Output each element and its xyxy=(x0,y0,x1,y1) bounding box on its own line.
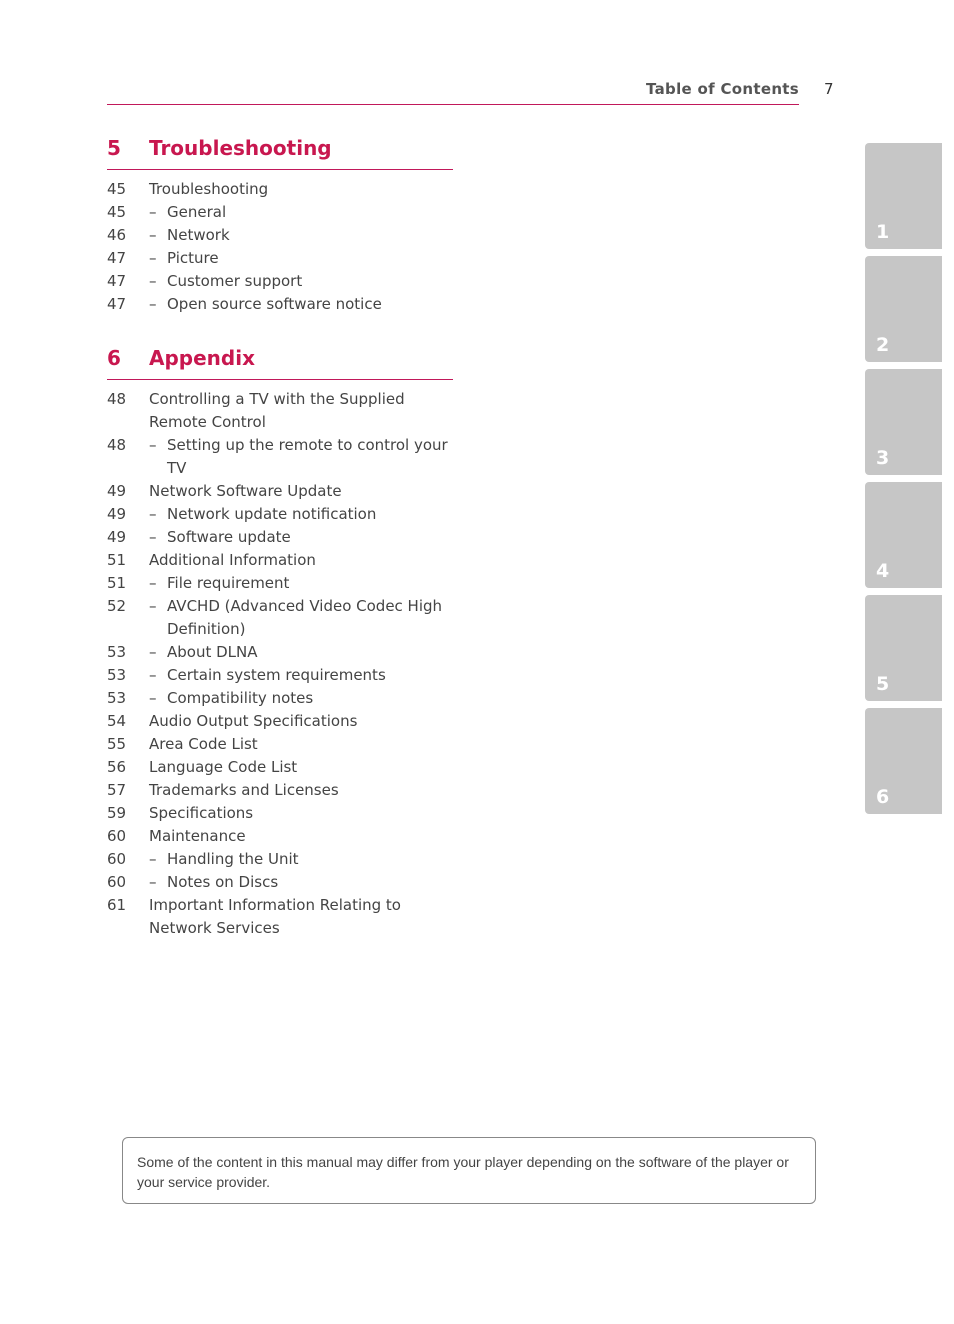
toc-entry-dash: – xyxy=(149,226,157,244)
chapter-tab-label: 4 xyxy=(876,560,890,582)
toc-entry-list xyxy=(107,388,453,940)
chapter-tab-6[interactable] xyxy=(865,708,942,814)
toc-entry[interactable] xyxy=(107,595,453,641)
toc-entry-text: Audio Output Specifications xyxy=(149,712,358,730)
toc-entry[interactable] xyxy=(107,388,453,434)
toc-entry-page: 48 xyxy=(107,436,127,454)
toc-entry-text: Network Software Update xyxy=(149,482,342,500)
toc-entry-text: Maintenance xyxy=(149,827,246,845)
toc-entry[interactable] xyxy=(107,572,453,595)
toc-entry-text: Network update notification xyxy=(167,505,377,523)
toc-entry[interactable] xyxy=(107,733,453,756)
toc-entry-page: 53 xyxy=(107,643,127,661)
toc-entry[interactable] xyxy=(107,825,453,848)
toc-entry-page: 48 xyxy=(107,390,127,408)
section-title: Troubleshooting xyxy=(149,136,332,160)
toc-entry-text: AVCHD (Advanced Video Codec High Definition) xyxy=(167,597,443,638)
toc-entry-page: 47 xyxy=(107,295,127,313)
toc-entry-text: Controlling a TV with the Supplied Remote Control xyxy=(149,390,405,431)
toc-entry[interactable] xyxy=(107,894,453,940)
toc-entry-page: 46 xyxy=(107,226,127,244)
chapter-tab-1[interactable] xyxy=(865,143,942,249)
section-heading xyxy=(107,346,453,380)
toc-entry-page: 60 xyxy=(107,850,127,868)
toc-entry-text: Additional Information xyxy=(149,551,316,569)
note-text: Some of the content in this manual may differ from your player depending on the software of the player or your service provider. xyxy=(137,1154,789,1190)
toc-entry[interactable] xyxy=(107,549,453,572)
toc-entry-text: Troubleshooting xyxy=(149,180,269,198)
toc-entry-page: 61 xyxy=(107,896,127,914)
toc-entry-page: 53 xyxy=(107,689,127,707)
toc-entry-dash: – xyxy=(149,689,157,707)
toc-entry-page: 59 xyxy=(107,804,127,822)
toc-entry-dash: – xyxy=(149,505,157,523)
toc-entry-dash: – xyxy=(149,528,157,546)
chapter-tab-2[interactable] xyxy=(865,256,942,362)
note-box xyxy=(122,1137,816,1204)
toc-entry[interactable] xyxy=(107,526,453,549)
toc-entry-text: Network xyxy=(167,226,230,244)
toc-entry[interactable] xyxy=(107,480,453,503)
toc-entry-page: 60 xyxy=(107,873,127,891)
toc-entry-page: 60 xyxy=(107,827,127,845)
toc-entry-text: Trademarks and Licenses xyxy=(149,781,339,799)
toc-section-appendix xyxy=(107,346,453,940)
toc-entry-text: Handling the Unit xyxy=(167,850,299,868)
toc-entry-text: Important Information Relating to Network Services xyxy=(149,896,401,937)
toc-entry[interactable] xyxy=(107,687,453,710)
toc-entry-list xyxy=(107,178,453,316)
chapter-tab-4[interactable] xyxy=(865,482,942,588)
toc-entry-dash: – xyxy=(149,643,157,661)
toc-entry-text: Picture xyxy=(167,249,219,267)
toc-entry[interactable] xyxy=(107,802,453,825)
toc-entry-dash: – xyxy=(149,666,157,684)
toc-entry-text: Notes on Discs xyxy=(167,873,279,891)
chapter-tab-5[interactable] xyxy=(865,595,942,701)
toc-entry[interactable] xyxy=(107,270,453,293)
toc-entry-text: Setting up the remote to control your TV xyxy=(167,436,448,477)
toc-entry[interactable] xyxy=(107,224,453,247)
toc-entry[interactable] xyxy=(107,247,453,270)
toc-entry-page: 52 xyxy=(107,597,127,615)
toc-entry-dash: – xyxy=(149,272,157,290)
toc-entry-dash: – xyxy=(149,597,157,615)
toc-entry-text: Open source software notice xyxy=(167,295,382,313)
toc-entry-text: Customer support xyxy=(167,272,303,290)
toc-entry-text: Compatibility notes xyxy=(167,689,314,707)
toc-entry-page: 51 xyxy=(107,551,127,569)
toc-entry[interactable] xyxy=(107,848,453,871)
toc-entry-text: Area Code List xyxy=(149,735,258,753)
toc-entry-dash: – xyxy=(149,574,157,592)
chapter-tab-label: 5 xyxy=(876,673,890,695)
toc-entry[interactable] xyxy=(107,664,453,687)
toc-entry[interactable] xyxy=(107,779,453,802)
toc-entry-text: Certain system requirements xyxy=(167,666,386,684)
chapter-tab-label: 6 xyxy=(876,786,890,808)
toc-entry[interactable] xyxy=(107,756,453,779)
toc-entry-dash: – xyxy=(149,295,157,313)
toc-entry-page: 55 xyxy=(107,735,127,753)
toc-entry-text: General xyxy=(167,203,227,221)
toc-entry-page: 56 xyxy=(107,758,127,776)
toc-entry-text: File requirement xyxy=(167,574,290,592)
toc-section-troubleshooting xyxy=(107,136,453,316)
running-header-title: Table of Contents xyxy=(646,80,799,98)
chapter-tabs xyxy=(865,143,942,821)
toc-entry[interactable] xyxy=(107,178,453,201)
toc-entry[interactable] xyxy=(107,710,453,733)
toc-entry-page: 49 xyxy=(107,482,127,500)
chapter-tab-label: 3 xyxy=(876,447,890,469)
toc-entry-dash: – xyxy=(149,436,157,454)
toc-entry-page: 51 xyxy=(107,574,127,592)
chapter-tab-label: 1 xyxy=(876,221,890,243)
toc-entry-page: 47 xyxy=(107,249,127,267)
chapter-tab-label: 2 xyxy=(876,334,890,356)
toc-entry-dash: – xyxy=(149,249,157,267)
toc-entry-dash: – xyxy=(149,203,157,221)
toc-entry[interactable] xyxy=(107,434,453,480)
header-rule xyxy=(107,104,799,105)
toc-entry[interactable] xyxy=(107,641,453,664)
section-heading xyxy=(107,136,453,170)
toc-entry-text: About DLNA xyxy=(167,643,258,661)
toc-entry[interactable] xyxy=(107,871,453,894)
toc-entry-page: 54 xyxy=(107,712,127,730)
section-title: Appendix xyxy=(149,346,255,370)
toc-entry-page: 49 xyxy=(107,528,127,546)
section-number: 5 xyxy=(107,136,121,160)
page-number: 7 xyxy=(824,80,834,98)
toc-entry-page: 45 xyxy=(107,180,127,198)
toc-entry-page: 53 xyxy=(107,666,127,684)
toc-entry-page: 47 xyxy=(107,272,127,290)
toc-entry-page: 57 xyxy=(107,781,127,799)
toc-entry-dash: – xyxy=(149,850,157,868)
toc-entry-page: 45 xyxy=(107,203,127,221)
toc-entry-text: Specifications xyxy=(149,804,254,822)
chapter-tab-3[interactable] xyxy=(865,369,942,475)
toc-entry[interactable] xyxy=(107,293,453,316)
section-number: 6 xyxy=(107,346,121,370)
toc-entry[interactable] xyxy=(107,201,453,224)
toc-entry-text: Software update xyxy=(167,528,291,546)
toc-entry-page: 49 xyxy=(107,505,127,523)
toc-entry[interactable] xyxy=(107,503,453,526)
toc-entry-text: Language Code List xyxy=(149,758,298,776)
toc-entry-dash: – xyxy=(149,873,157,891)
